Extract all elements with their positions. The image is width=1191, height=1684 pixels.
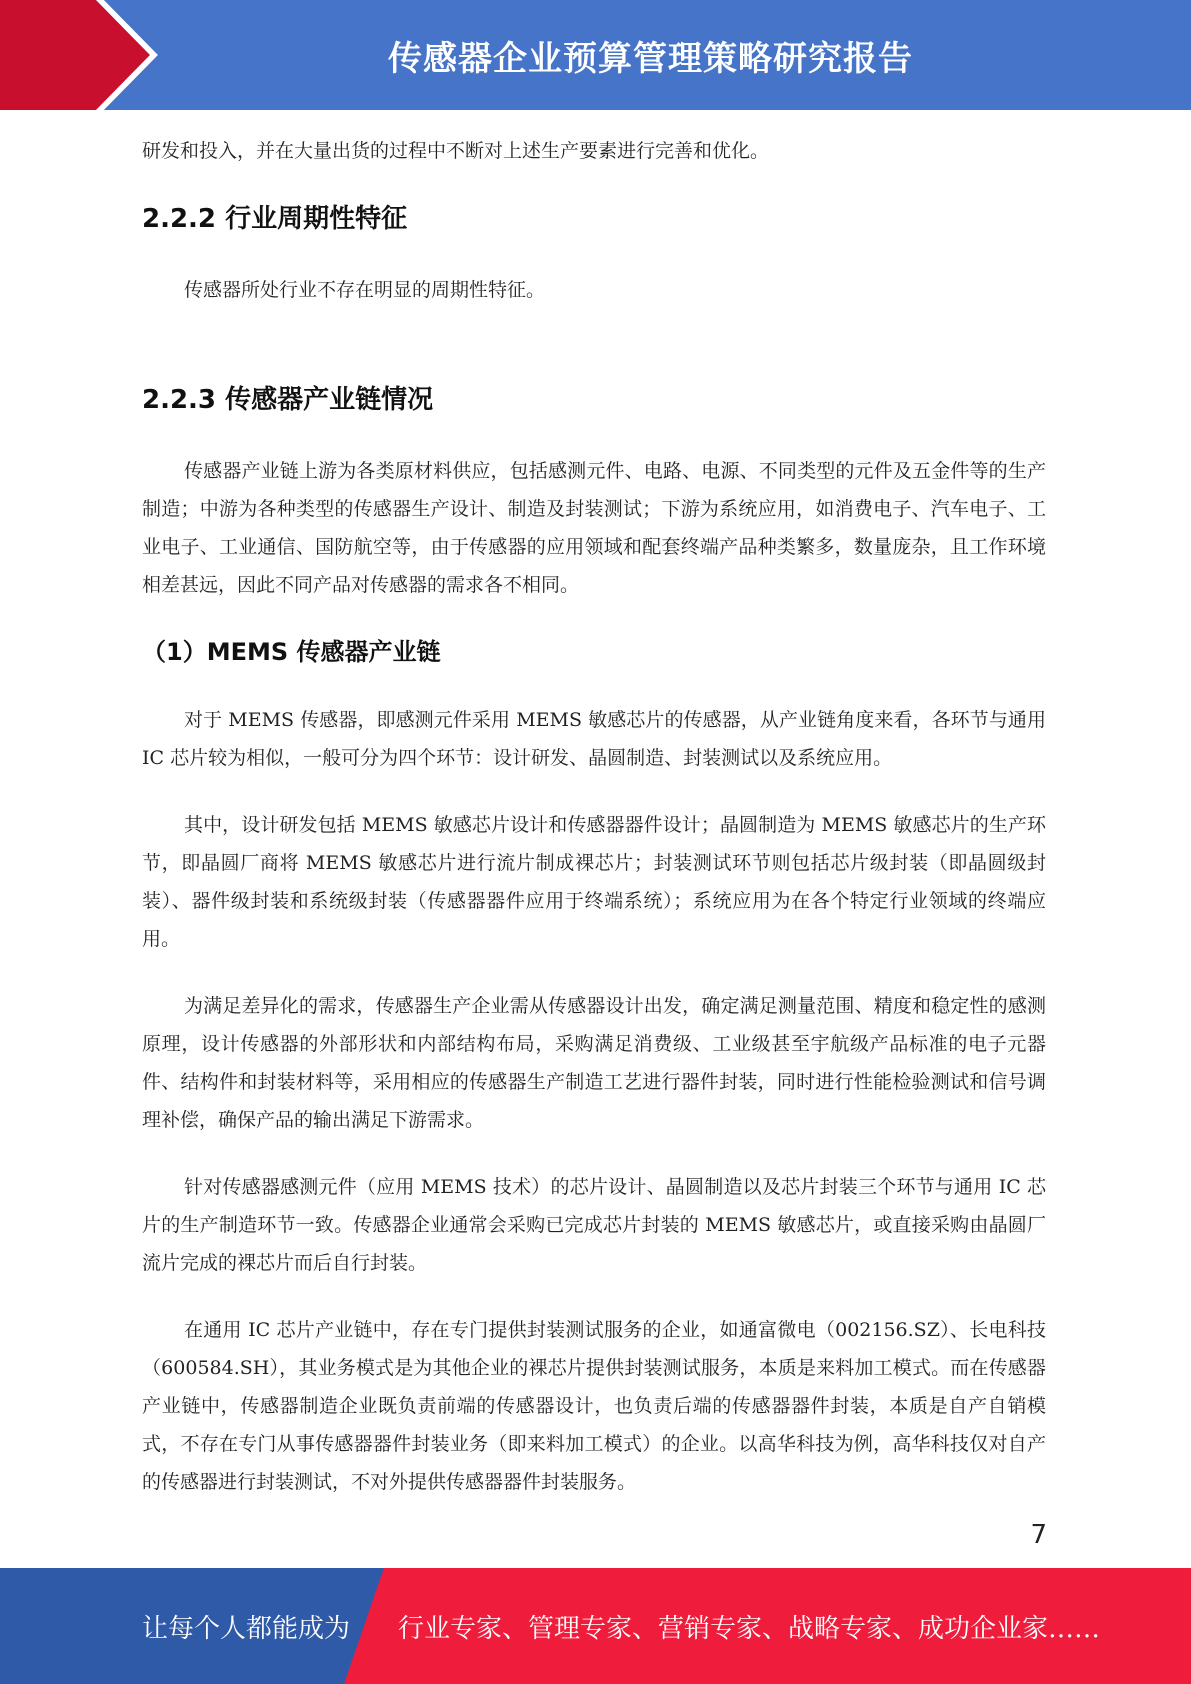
section-heading-2-2-3: 2.2.3 传感器产业链情况: [142, 385, 434, 415]
paragraph-mems-segments: 其中，设计研发包括 MEMS 敏感芯片设计和传感器器件设计；晶圆制造为 MEMS 敏感芯片的生产环节，即晶圆厂商将 MEMS 敏感芯片进行流片制成裸芯片；封装测试环节则包括芯片级封装（即晶圆级封装）、器件级封装和系统级封装（传感器器件应用于终端系统）；系统应用为在各个特定行业领域的终端应用。: [142, 814, 1046, 950]
footer-slogan-left: 让每个人都能成为: [142, 1613, 351, 1644]
paragraph-packaging-model: 在通用 IC 芯片产业链中，存在专门提供封装测试服务的企业，如通富微电（002156.SZ）、长电科技（600584.SH），其业务模式是为其他企业的裸芯片提供封装测试服务，本质是来料加工模式。而在传感器产业链中，传感器制造企业既负责前端的传感器设计，也负责后端的传感器器件封装，本质是自产自销模式，不存在专门从事传感器器件封装业务（即来料加工模式）的企业。以高华科技为例，高华科技仅对自产的传感器进行封装测试，不对外提供传感器器件封装服务。: [142, 1319, 1046, 1493]
paragraph-continuation: 研发和投入，并在大量出货的过程中不断对上述生产要素进行完善和优化。: [142, 140, 770, 162]
report-title: 传感器企业预算管理策略研究报告: [388, 38, 913, 79]
subheading-mems-chain: （1）MEMS 传感器产业链: [142, 638, 441, 666]
paragraph-differentiation: 为满足差异化的需求，传感器生产企业需从传感器设计出发，确定满足测量范围、精度和稳定性的感测原理，设计传感器的外部形状和内部结构布局，采购满足消费级、工业级甚至宇航级产品标准的电子元器件、结构件和封装材料等，采用相应的传感器生产制造工艺进行器件封装，同时进行性能检验测试和信号调理补偿，确保产品的输出满足下游需求。: [142, 995, 1046, 1131]
section-heading-2-2-2: 2.2.2 行业周期性特征: [142, 204, 408, 234]
paragraph-mems-intro: 对于 MEMS 传感器，即感测元件采用 MEMS 敏感芯片的传感器，从产业链角度来看，各环节与通用 IC 芯片较为相似，一般可分为四个环节：设计研发、晶圆制造、封装测试以及系统应用。: [142, 709, 1046, 769]
page-footer: [0, 1568, 1191, 1684]
paragraph-cyclicality: 传感器所处行业不存在明显的周期性特征。: [184, 279, 546, 301]
page-header: [0, 0, 1191, 110]
paragraph-chip-process: 针对传感器感测元件（应用 MEMS 技术）的芯片设计、晶圆制造以及芯片封装三个环节与通用 IC 芯片的生产制造环节一致。传感器企业通常会采购已完成芯片封装的 MEMS 敏感芯片，或直接采购由晶圆厂流片完成的裸芯片而后自行封装。: [142, 1176, 1046, 1274]
paragraph-industry-chain: 传感器产业链上游为各类原材料供应，包括感测元件、电路、电源、不同类型的元件及五金件等的生产制造；中游为各种类型的传感器生产设计、制造及封装测试；下游为系统应用，如消费电子、汽车电子、工业电子、工业通信、国防航空等，由于传感器的应用领域和配套终端产品种类繁多，数量庞杂，且工作环境相差甚远，因此不同产品对传感器的需求各不相同。: [142, 460, 1046, 596]
footer-slogan-right: 行业专家、管理专家、营销专家、战略专家、成功企业家……: [398, 1613, 1101, 1644]
page-number: 7: [1030, 1520, 1047, 1550]
document-body: [142, 132, 1046, 1501]
